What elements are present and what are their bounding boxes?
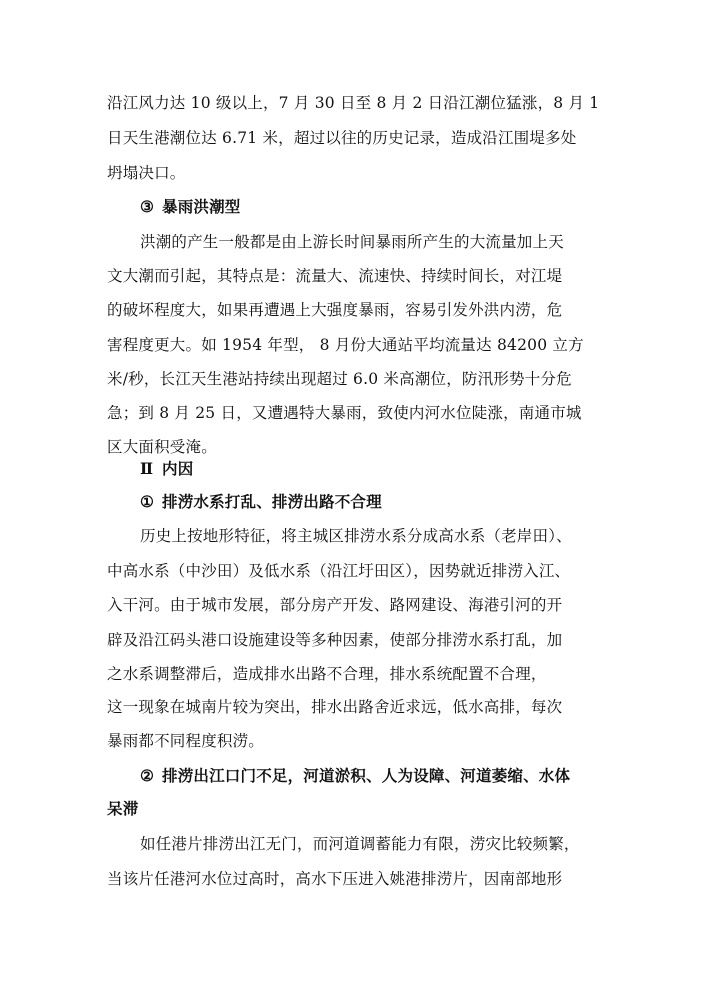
paragraph-line: 中高水系（中沙田）及低水系（沿江圩田区），因势就近排涝入江、 — [107, 562, 571, 580]
paragraph-line: 区大面积受淹。 — [107, 438, 217, 456]
paragraph-line: 文大潮而引起，其特点是：流量大、流速快、持续时间长，对江堤 — [107, 267, 563, 285]
paragraph-line: 的破坏程度大，如果再遭遇上大强度暴雨，容易引发外洪内涝，危 — [107, 301, 563, 319]
paragraph-line: 米/秒，长江天生港站持续出现超过 6.0 米高潮位，防汛形势十分危 — [107, 370, 572, 388]
subheading-drainage-system — [140, 492, 382, 512]
paragraph-line: 洪潮的产生一般都是由上游长时间暴雨所产生的大流量加上天 — [140, 233, 564, 251]
subheading-flood-tide — [140, 197, 241, 217]
paragraph-line: 当该片任港河水位过高时，高水下压进入姚港排涝片，因南部地形 — [107, 870, 563, 888]
paragraph-line: 辟及沿江码头港口设施建设等多种因素，使部分排涝水系打乱，加 — [107, 631, 563, 649]
paragraph-line: 历史上按地形特征，将主城区排涝水系分成高水系（老岸田）、 — [140, 527, 572, 545]
section-marker: Ⅱ — [140, 459, 154, 478]
paragraph-line: 坍塌决口。 — [107, 164, 186, 182]
subheading-outlets — [140, 766, 570, 786]
list-marker: ① — [140, 492, 155, 511]
subheading-continuation: 呆滞 — [107, 799, 139, 818]
paragraph-line: 急；到 8 月 25 日，又遭遇特大暴雨，致使内河水位陡涨，南通市城 — [107, 404, 582, 422]
paragraph-line: 日天生港潮位达 6.71 米，超过以往的历史记录，造成沿江围堤多处 — [107, 129, 577, 147]
paragraph-line: 害程度更大。如 1954 年型， 8 月份大通站平均流量达 84200 立方 — [107, 336, 584, 354]
subheading-title: 排涝出江口门不足，河道淤积、人为设障、河道萎缩、水体 — [162, 766, 571, 785]
subheading-title: 暴雨洪潮型 — [162, 197, 241, 216]
paragraph-line: 这一现象在城南片较为突出，排水出路舍近求远，低水高排，每次 — [107, 698, 563, 716]
paragraph-line: 之水系调整滞后，造成排水出路不合理，排水系统配置不合理， — [107, 665, 547, 683]
paragraph-line: 沿江风力达 10 级以上，7 月 30 日至 8 月 2 日沿江潮位猛涨，8 月 1 — [107, 94, 600, 112]
list-marker: ③ — [140, 197, 155, 216]
section-heading-internal-causes — [140, 459, 193, 479]
subheading-title: 排涝水系打乱、排涝出路不合理 — [162, 492, 382, 511]
section-title: 内因 — [162, 459, 194, 478]
paragraph-line: 如任港片排涝出江无门，而河道调蓄能力有限，涝灾比较频繁， — [140, 835, 580, 853]
list-marker: ② — [140, 766, 155, 785]
paragraph-line: 暴雨都不同程度积涝。 — [107, 732, 265, 750]
paragraph-line: 入干河。由于城市发展，部分房产开发、路网建设、海港引河的开 — [107, 596, 563, 614]
